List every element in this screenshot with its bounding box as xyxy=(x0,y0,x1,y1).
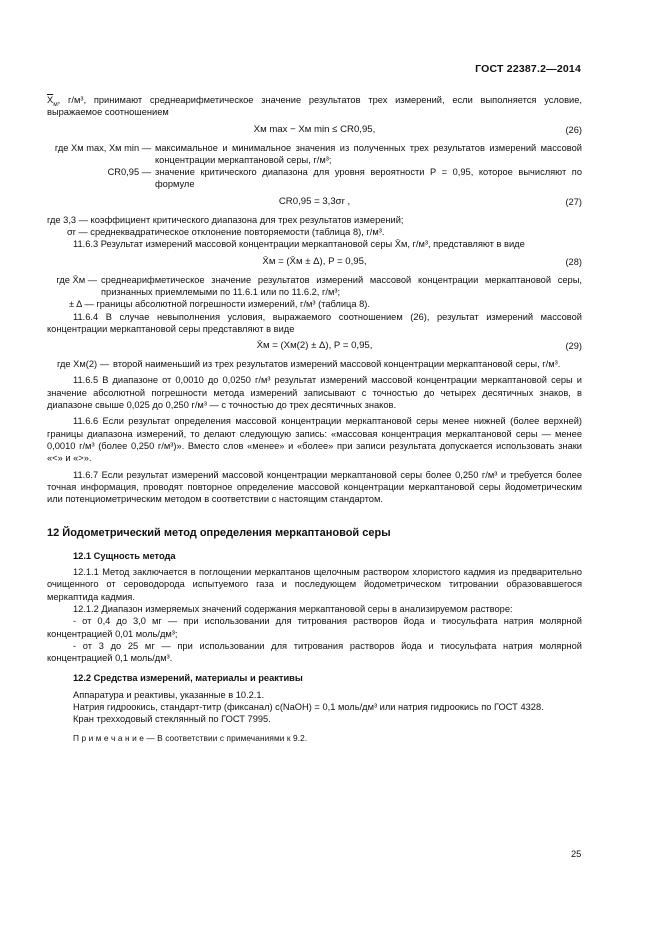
where-26a-text: максимальное и минимальное значения из полученных трех результатов измерений массовой концентрации меркаптановой серы, г/м³; xyxy=(155,142,582,165)
where-28a-label: где X̄м — xyxy=(56,274,97,285)
where-26b-text: значение критического диапазона для уровня вероятности P = 0,95, которое вычисляют по формуле xyxy=(155,167,582,190)
where-26b xyxy=(47,166,582,191)
paragraph-12-1-1: 12.1.1 Метод заключается в поглощении меркаптанов щелочным раствором хлористого кадмия из предварительно очищенного от сероводорода испытуемого газа и последующем йодометрическом титровании образовавшегося меркаптида кадмия. xyxy=(47,567,582,602)
where-29-text: второй наименьший из трех результатов измерений массовой концентрации меркаптановой серы, г/м³. xyxy=(113,359,561,370)
formula-27-expr: CR0,95 = 3,3σr , xyxy=(278,195,351,207)
formula-28-expr: X̄м = (X̄м ± Δ), P = 0,95, xyxy=(262,255,367,267)
paragraph-xm-text: , г/м³, принимают среднеарифметическое значение результатов трех измерений, если выполняется условие, выражаемое соотношением xyxy=(47,95,582,118)
formula-29-expr: X̄м = (Xм(2) ± Δ), P = 0,95, xyxy=(256,340,373,352)
formula-29 xyxy=(47,338,582,355)
formula-29-number: (29) xyxy=(565,341,582,352)
formula-27 xyxy=(47,194,582,211)
paragraph-12-2-c: Кран трехходовый стеклянный по ГОСТ 7995. xyxy=(73,714,271,725)
paragraph-12-2-a: Аппаратура и реактивы, указанные в 10.2.1. xyxy=(73,689,265,700)
list-item-2: - от 3 до 25 мг — при использовании для титрования растворов йода и тиосульфата натрия молярной концентрацией 0,1 моль/дм³. xyxy=(47,640,582,664)
paragraph-11-6-5: 11.6.5 В диапазоне от 0,0010 до 0,0250 г/м³ результат измерений массовой концентрации меркаптановой серы и значение абсолютной погрешности метода измерений записывают с точностью до четырех десятичных знаков, в диапазоне свыше 0,025 до 0,250 г/м³ — с точностью до трех десятичных знаков. xyxy=(47,375,582,411)
formula-26-number: (26) xyxy=(565,124,582,135)
subsection-12-2-title: 12.2 Средства измерений, материалы и реактивы xyxy=(73,673,303,684)
formula-26-expr: Xм max − Xм min ≤ CR0,95, xyxy=(253,123,376,135)
subsection-12-1-title: 12.1 Сущность метода xyxy=(73,550,176,561)
formula-28 xyxy=(47,254,582,271)
var-x-sub: м xyxy=(53,100,58,108)
note: П р и м е ч а н и е — В соответствии с примечаниями к 9.2. xyxy=(73,732,308,743)
formula-27-number: (27) xyxy=(565,196,582,207)
where-28b: ± Δ — границы абсолютной погрешности измерений, г/м³ (таблица 8). xyxy=(69,299,370,310)
page-number: 25 xyxy=(571,849,582,859)
list-item-1: - от 0,4 до 3,0 мг — при использовании для титрования растворов йода и тиосульфата натрия молярной концентрацией 0,01 моль/дм³; xyxy=(47,616,582,639)
paragraph-11-6-6: 11.6.6 Если результат определения массовой концентрации меркаптановой серы менее нижней (более верхней) границы диапазона измерений, то делают следующую запись: «массовая концентрация меркаптановой серы — менее 0,0010 г/м³ (более 0,250 г/м³)». Вместо слов «менее» и «более» при записи результата допускается использовать знаки «<» и «>». xyxy=(47,416,582,464)
where-27a: где 3,3 — коэффициент критического диапазона для трех результатов измерений; xyxy=(47,214,404,225)
var-x: $\overline{X}$ xyxy=(47,95,54,105)
where-28a-text: среднеарифметическое значение результатов измерений массовой концентрации меркаптановой серы, признанных приемлемыми по 11.6.1 или по 11.6.2, г/м³; xyxy=(101,274,582,297)
paragraph-12-1-2: 12.1.2 Диапазон измеряемых значений содержания меркаптановой серы в анализируемом растворе: xyxy=(73,603,513,614)
where-29 xyxy=(47,358,582,370)
formula-26 xyxy=(47,122,582,139)
where-29-label: где Xм(2) — xyxy=(57,359,109,370)
paragraph-11-6-7: 11.6.7 Если результат измерений массовой концентрации меркаптановой серы более 0,250 г/м³ и требуется более точная информация, проводят повторное определение массовой концентрации меркаптановой серы йодометрическим или потенциометрическим методом в соответствии с настоящим стандартом. xyxy=(47,469,582,505)
paragraph-xm xyxy=(47,94,582,119)
where-26a xyxy=(47,142,582,167)
paragraph-11-6-4: 11.6.4 В случае невыполнения условия, выражаемого соотношением (26), результат измерений массовой концентрации меркаптановой серы представляют в виде xyxy=(47,311,582,334)
paragraph-12-2-b: Натрия гидроокись, стандарт-титр (фиксанал) c(NaOH) = 0,1 моль/дм³ или натрия гидроокись по ГОСТ 4328. xyxy=(73,701,544,712)
page-content xyxy=(47,94,582,744)
where-26b-label: CR0,95 — xyxy=(107,167,151,178)
standard-header: ГОСТ 22387.2—2014 xyxy=(475,63,581,75)
formula-28-number: (28) xyxy=(565,256,582,267)
where-27b: σr — среднеквадратическое отклонение повторяемости (таблица 8), г/м³. xyxy=(67,227,385,238)
paragraph-11-6-3: 11.6.3 Результат измерений массовой концентрации меркаптановой серы X̄м, г/м³, представляют в виде xyxy=(73,239,525,250)
section-12-title: 12 Йодометрический метод определения меркаптановой серы xyxy=(47,527,391,540)
where-26a-label: где Xм max, Xм min — xyxy=(54,142,151,153)
where-28a xyxy=(47,274,582,299)
